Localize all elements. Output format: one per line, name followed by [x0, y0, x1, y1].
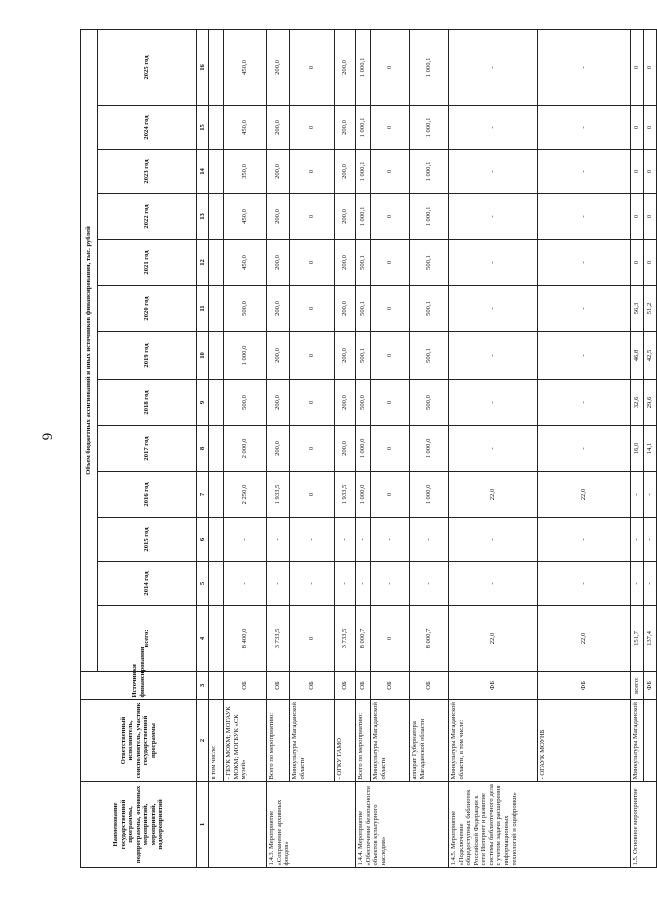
row-executor-cell [644, 700, 657, 782]
row-source-cell: ФБ [538, 672, 631, 700]
row-value-cell: 0 [290, 286, 335, 332]
row-value-cell: - [224, 518, 267, 562]
header-year: 2015 год [98, 518, 197, 562]
row-value-cell: 51,2 [644, 286, 657, 332]
column-number: 3 [197, 672, 209, 700]
row-value-cell: 200,0 [267, 332, 290, 380]
column-number: 13 [197, 194, 209, 240]
table-row [410, 29, 449, 867]
row-value-cell: 200,0 [267, 286, 290, 332]
row-value-cell: - [449, 426, 538, 472]
row-value-cell: 200,0 [335, 106, 356, 150]
row-value-cell: 0 [371, 29, 410, 105]
header-year: 2021 год [98, 240, 197, 286]
row-value-cell: 1 933,5 [335, 472, 356, 518]
table-row [356, 29, 371, 867]
row-value-cell: 450,0 [224, 29, 267, 105]
row-value-cell: 22,0 [449, 472, 538, 518]
column-number: 6 [197, 518, 209, 562]
row-value-cell: - [538, 332, 631, 380]
row-value-cell: 1 000,0 [356, 426, 371, 472]
row-value-cell: 0 [371, 194, 410, 240]
row-value-cell: 3 733,5 [335, 606, 356, 672]
header-year: 2016 год [98, 472, 197, 518]
row-executor-cell: - ОГКУ ГАМО [335, 700, 356, 782]
row-value-cell: 0 [631, 150, 644, 194]
row-value-cell: 200,0 [267, 380, 290, 426]
row-value-cell: - [644, 472, 657, 518]
row-value-cell: 22,0 [449, 606, 538, 672]
row-executor-cell: аппарат Губернатора Магаданской области [410, 700, 449, 782]
table-row [267, 29, 290, 867]
row-value-cell: 200,0 [335, 426, 356, 472]
row-value-cell: - [538, 426, 631, 472]
row-value-cell: - [267, 518, 290, 562]
row-value-cell: 2 250,0 [224, 472, 267, 518]
row-value-cell: 0 [290, 426, 335, 472]
row-value-cell: - [449, 286, 538, 332]
header-year: 2024 год [98, 106, 197, 150]
row-value-cell: 0 [290, 472, 335, 518]
row-value-cell: 0 [371, 606, 410, 672]
column-number: 8 [197, 426, 209, 472]
row-value-cell: 1 933,5 [267, 472, 290, 518]
column-number: 14 [197, 150, 209, 194]
row-value-cell [209, 150, 224, 194]
row-value-cell [209, 106, 224, 150]
header-year: 2019 год [98, 332, 197, 380]
row-value-cell: 200,0 [335, 150, 356, 194]
row-value-cell: 500,0 [356, 380, 371, 426]
header-year: 2020 год [98, 286, 197, 332]
row-value-cell [209, 380, 224, 426]
row-value-cell: 200,0 [335, 194, 356, 240]
row-value-cell: 1 000,0 [224, 332, 267, 380]
table-row [335, 29, 356, 867]
row-value-cell: - [538, 286, 631, 332]
table-row [644, 29, 657, 867]
budget-table [80, 29, 657, 868]
row-source-cell: ОБ [290, 672, 335, 700]
row-value-cell: 0 [371, 150, 410, 194]
row-value-cell: - [538, 518, 631, 562]
column-number: 16 [197, 29, 209, 105]
row-value-cell: 0 [631, 194, 644, 240]
row-value-cell [209, 240, 224, 286]
column-number: 4 [197, 606, 209, 672]
row-value-cell: 0 [631, 29, 644, 105]
row-value-cell: 0 [371, 380, 410, 426]
row-value-cell [209, 332, 224, 380]
row-value-cell: - [538, 240, 631, 286]
table-row [209, 29, 224, 867]
row-value-cell: 1 000,1 [410, 150, 449, 194]
table-row [290, 29, 335, 867]
row-value-cell: - [631, 472, 644, 518]
row-value-cell: - [267, 562, 290, 606]
row-executor-cell: - ГБУК МОКМ; МОГАУК МОКМ; МОГБУК «СК музей» [224, 700, 267, 782]
row-name-cell [209, 782, 267, 868]
page-number: 6 [38, 432, 55, 441]
column-number: 5 [197, 562, 209, 606]
row-value-cell: 0 [371, 472, 410, 518]
row-value-cell: 0 [290, 332, 335, 380]
row-value-cell [209, 29, 224, 105]
budget-sheet [80, 30, 654, 868]
row-executor-cell: Минкультуры Магаданской области [371, 700, 410, 782]
row-value-cell: 350,0 [224, 150, 267, 194]
row-value-cell: - [449, 240, 538, 286]
row-value-cell: 200,0 [335, 286, 356, 332]
row-source-cell: ФБ [644, 672, 657, 700]
row-value-cell: 0 [631, 240, 644, 286]
column-numbers-row [197, 29, 209, 867]
row-value-cell: 2 000,0 [224, 426, 267, 472]
row-source-cell: ОБ [267, 672, 290, 700]
row-executor-cell: - ОГАУК МОУНБ [538, 700, 631, 782]
row-value-cell: 0 [290, 106, 335, 150]
row-value-cell: 0 [290, 194, 335, 240]
row-value-cell: 0 [644, 29, 657, 105]
row-value-cell: 16,0 [631, 426, 644, 472]
row-value-cell: 200,0 [267, 150, 290, 194]
row-value-cell: 8 000,7 [410, 606, 449, 672]
row-value-cell: 8 400,0 [224, 606, 267, 672]
row-executor-cell: Минкультуры Магаданской области, в том числе: [449, 700, 538, 782]
column-number: 10 [197, 332, 209, 380]
row-value-cell: 22,0 [538, 606, 631, 672]
row-source-cell: ОБ [371, 672, 410, 700]
header-name: Наименование государственной программы, подпрограммы, основных мероприятий, мероприятий, подмероприятий [81, 782, 197, 868]
row-value-cell: 0 [644, 150, 657, 194]
row-value-cell: - [371, 518, 410, 562]
column-number: 9 [197, 380, 209, 426]
row-value-cell: 1 000,0 [356, 472, 371, 518]
row-value-cell: 29,6 [644, 380, 657, 426]
row-value-cell: 1 000,0 [410, 472, 449, 518]
row-value-cell: - [538, 29, 631, 105]
row-value-cell: 500,1 [356, 240, 371, 286]
row-value-cell: 500,0 [410, 380, 449, 426]
row-value-cell: 0 [290, 380, 335, 426]
row-value-cell: 56,3 [631, 286, 644, 332]
header-year: 2018 год [98, 380, 197, 426]
row-executor-cell: Минкультуры Магаданской [631, 700, 644, 782]
row-value-cell: 450,0 [224, 240, 267, 286]
table-row [371, 29, 410, 867]
row-value-cell: 0 [371, 106, 410, 150]
column-number: 11 [197, 286, 209, 332]
row-value-cell: - [538, 194, 631, 240]
row-value-cell: - [410, 518, 449, 562]
row-value-cell: - [290, 518, 335, 562]
row-value-cell: 500,1 [410, 240, 449, 286]
header-year: 2023 год [98, 150, 197, 194]
row-source-cell [209, 672, 224, 700]
row-executor-cell: Минкультуры Магаданской области [290, 700, 335, 782]
row-value-cell: 1 000,0 [410, 426, 449, 472]
row-value-cell: - [644, 562, 657, 606]
row-value-cell: 0 [290, 240, 335, 286]
row-value-cell: 450,0 [224, 106, 267, 150]
row-value-cell: 32,6 [631, 380, 644, 426]
row-value-cell [209, 562, 224, 606]
row-value-cell: - [356, 518, 371, 562]
row-executor-cell: в том числе: [209, 700, 224, 782]
row-executor-cell: Всего по мероприятию: [356, 700, 371, 782]
column-number: 12 [197, 240, 209, 286]
row-value-cell: 0 [644, 194, 657, 240]
row-source-cell: ОБ [224, 672, 267, 700]
row-value-cell: - [449, 150, 538, 194]
row-value-cell: 3 733,5 [267, 606, 290, 672]
row-value-cell: 500,1 [356, 286, 371, 332]
row-source-cell: ОБ [335, 672, 356, 700]
row-value-cell: - [449, 562, 538, 606]
header-group: Объем бюджетных ассигнований и иных источников финансирования, тыс. рублей [81, 29, 98, 671]
row-value-cell: 1 000,1 [356, 106, 371, 150]
row-value-cell: - [449, 380, 538, 426]
row-value-cell: 200,0 [267, 240, 290, 286]
row-value-cell: - [538, 150, 631, 194]
row-name-cell: 1.5. Основное мероприятие [631, 782, 657, 868]
column-number: 1 [197, 782, 209, 868]
row-value-cell: - [538, 380, 631, 426]
row-value-cell: - [224, 562, 267, 606]
row-value-cell [209, 286, 224, 332]
row-value-cell: - [631, 518, 644, 562]
row-value-cell: - [335, 518, 356, 562]
header-total: всего: [98, 606, 197, 672]
row-value-cell: 1 000,1 [410, 194, 449, 240]
row-value-cell [209, 194, 224, 240]
row-value-cell [209, 606, 224, 672]
row-value-cell: - [644, 518, 657, 562]
row-value-cell: 0 [290, 606, 335, 672]
row-value-cell: - [449, 332, 538, 380]
row-value-cell: 0 [290, 150, 335, 194]
row-value-cell: 200,0 [267, 106, 290, 150]
table-row [631, 29, 644, 867]
header-year: 2025 год [98, 29, 197, 105]
row-value-cell: 200,0 [335, 240, 356, 286]
row-value-cell: - [371, 562, 410, 606]
row-value-cell: - [538, 106, 631, 150]
column-number: 15 [197, 106, 209, 150]
row-value-cell: 200,0 [267, 29, 290, 105]
row-source-cell: ОБ [410, 672, 449, 700]
row-name-cell: 1.4.3. Мероприятие «Сохранение архивных фондов» [267, 782, 356, 868]
row-value-cell: - [449, 106, 538, 150]
row-value-cell: 137,4 [644, 606, 657, 672]
row-value-cell: 200,0 [335, 380, 356, 426]
row-source-cell: всего: [631, 672, 644, 700]
row-value-cell: 22,0 [538, 472, 631, 518]
row-value-cell: 0 [644, 106, 657, 150]
row-name-cell: 1.4.4. Мероприятие «Обеспечение безопасности объектов культурного наследия» [356, 782, 449, 868]
row-value-cell [209, 472, 224, 518]
row-value-cell: 151,7 [631, 606, 644, 672]
row-value-cell: 200,0 [267, 194, 290, 240]
table-row [224, 29, 267, 867]
header-source: Источники финансирования [81, 672, 197, 700]
row-value-cell: - [449, 518, 538, 562]
row-value-cell: 0 [371, 286, 410, 332]
row-value-cell: - [538, 562, 631, 606]
row-value-cell: 46,8 [631, 332, 644, 380]
row-name-cell: 1.4.5. Мероприятие «Подключение общедоступных библиотек Российской Федерации к сети Интернет и развитие системы библиотечного дела с учетом задачи расширения информационных технологий и оцифровки» [449, 782, 631, 868]
row-value-cell: 0 [290, 29, 335, 105]
row-value-cell: - [449, 29, 538, 105]
row-value-cell: - [356, 562, 371, 606]
row-value-cell: 200,0 [335, 29, 356, 105]
row-source-cell: ОБ [356, 672, 371, 700]
row-value-cell: - [335, 562, 356, 606]
header-executor: Ответственный исполнитель, соисполнитель, участник государственной программы [81, 700, 197, 782]
row-value-cell: 500,1 [410, 332, 449, 380]
row-value-cell: - [290, 562, 335, 606]
row-value-cell [209, 518, 224, 562]
row-value-cell: 8 000,7 [356, 606, 371, 672]
row-value-cell: 0 [631, 106, 644, 150]
row-value-cell: 0 [371, 240, 410, 286]
row-value-cell: 200,0 [335, 332, 356, 380]
row-value-cell: 500,1 [410, 286, 449, 332]
row-value-cell: 200,0 [267, 426, 290, 472]
row-value-cell: 0 [371, 426, 410, 472]
row-value-cell: - [449, 194, 538, 240]
row-value-cell: 500,1 [356, 332, 371, 380]
row-value-cell: 1 000,1 [410, 106, 449, 150]
row-value-cell: 450,0 [224, 194, 267, 240]
header-year: 2014 год [98, 562, 197, 606]
row-value-cell: - [410, 562, 449, 606]
table-row [538, 29, 631, 867]
row-value-cell: 0 [371, 332, 410, 380]
row-value-cell: 500,0 [224, 380, 267, 426]
row-value-cell: 14,1 [644, 426, 657, 472]
column-number: 7 [197, 472, 209, 518]
header-year: 2017 год [98, 426, 197, 472]
row-value-cell: 0 [644, 240, 657, 286]
table-row [449, 29, 538, 867]
row-value-cell: 1 000,1 [356, 194, 371, 240]
header-year: 2022 год [98, 194, 197, 240]
row-value-cell: 42,5 [644, 332, 657, 380]
row-value-cell [209, 426, 224, 472]
row-value-cell: 1 000,1 [356, 29, 371, 105]
row-value-cell: - [631, 562, 644, 606]
column-number: 2 [197, 700, 209, 782]
row-value-cell: 1 000,1 [410, 29, 449, 105]
row-executor-cell: Всего по мероприятию: [267, 700, 290, 782]
row-source-cell: ФБ [449, 672, 538, 700]
row-value-cell: 1 000,1 [356, 150, 371, 194]
row-value-cell: 500,0 [224, 286, 267, 332]
